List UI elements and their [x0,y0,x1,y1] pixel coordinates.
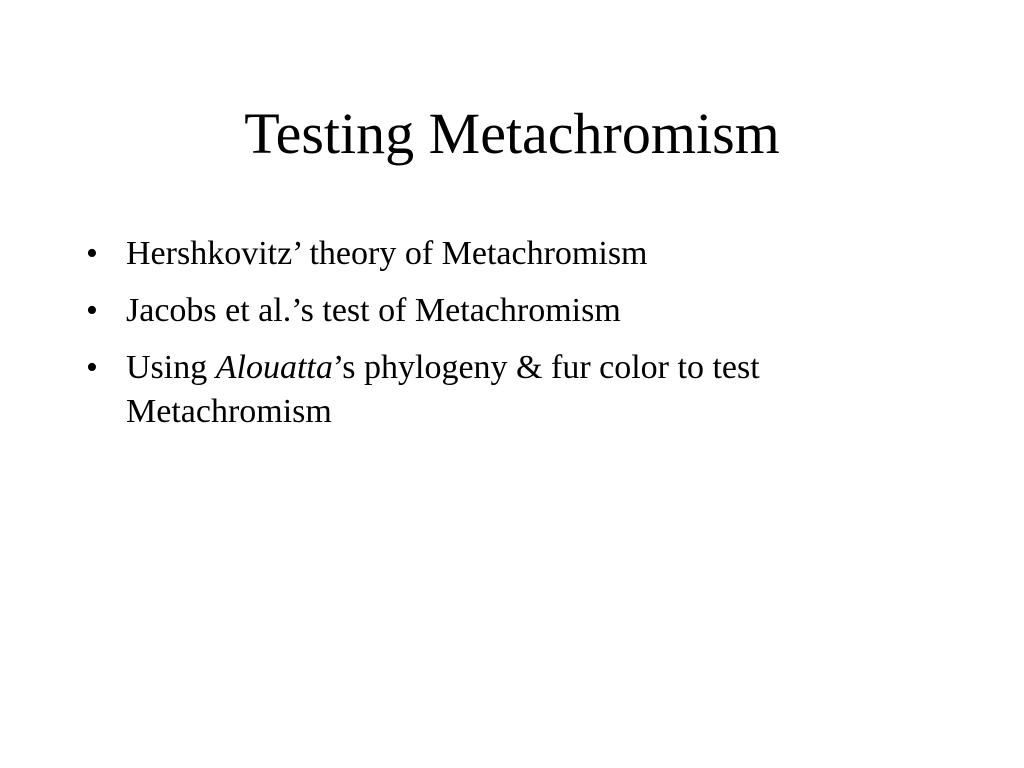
bullet-item [86,289,906,333]
bullet-text-suffix: ’s phylogeny & fur color to test Metachromism [126,349,760,430]
bullet-icon: • [86,349,98,386]
bullet-item [86,346,906,434]
bullet-text-italic: Alouatta [215,349,333,386]
bullet-icon: • [86,235,98,272]
bullet-icon: • [86,292,98,329]
bullet-item [86,232,906,276]
slide-title: Testing Metachromism [244,101,780,166]
bullet-text: Jacobs et al.’s test of Metachromism [126,292,621,329]
bullet-text-prefix: Using [126,349,216,386]
bullet-text [126,349,760,430]
bullet-list [86,232,906,447]
bullet-text: Hershkovitz’ theory of Metachromism [126,235,648,272]
